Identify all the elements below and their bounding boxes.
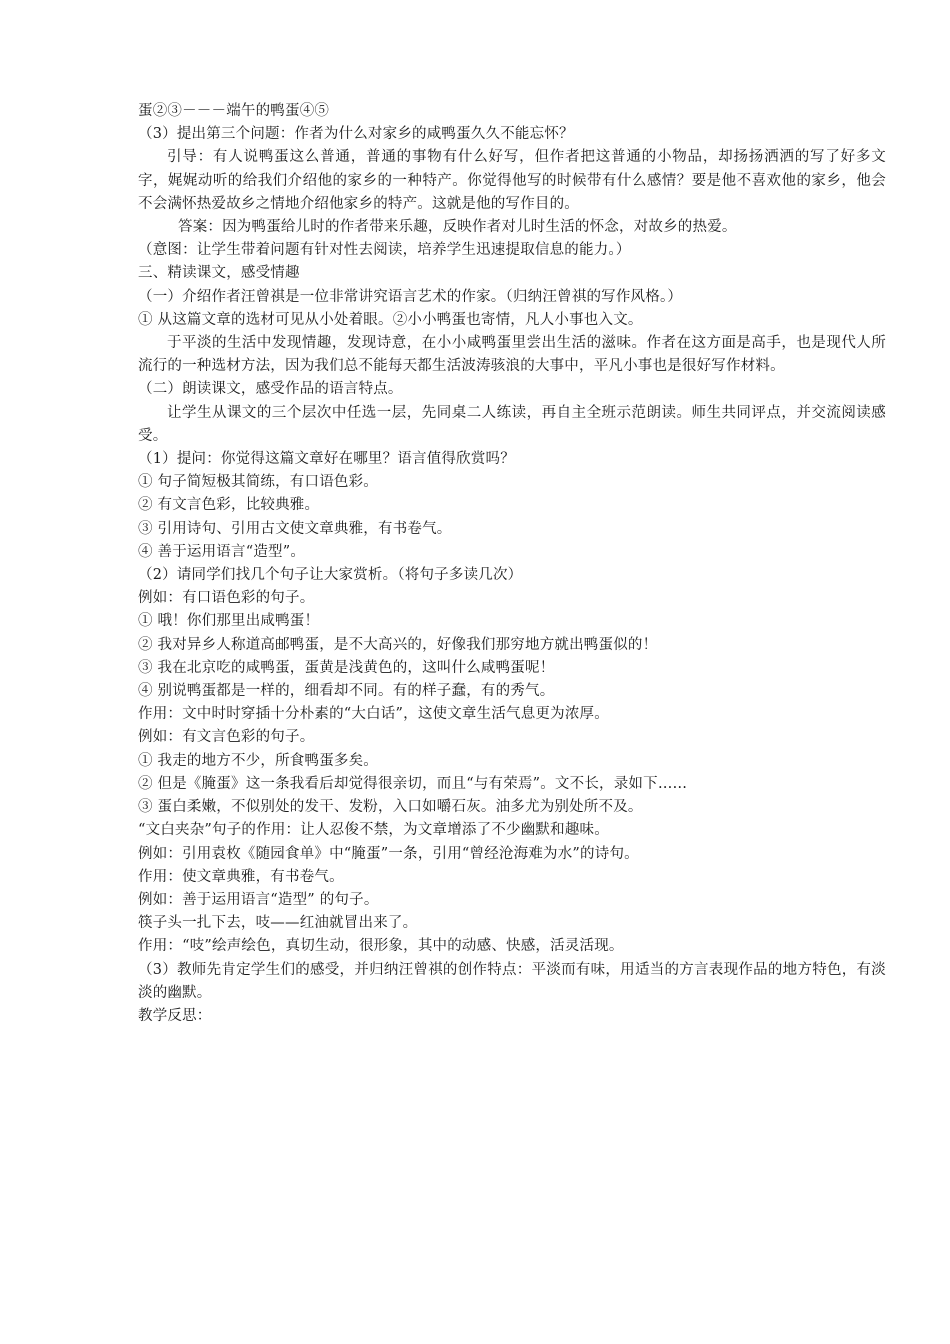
- example-heading: 例如：善于运用语言“造型” 的句子。: [138, 891, 379, 908]
- subsection-two-heading: （二）朗读课文，感受作品的语言特点。: [138, 381, 403, 398]
- list-item: ④ 善于运用语言“造型”。: [138, 543, 306, 560]
- summary-paragraph: （3）教师先肯定学生们的感受，并归纳汪曾祺的创作特点：平淡而有味，用适当的方言表现作品的地方特色，有淡淡的幽默。: [138, 961, 886, 1001]
- intent-line: （意图：让学生带着问题有针对性去阅读，培养学生迅速提取信息的能力。）: [138, 242, 631, 259]
- example-heading: 例如：有口语色彩的句子。: [138, 590, 315, 607]
- guidance-paragraph: 引导：有人说鸭蛋这么普通，普通的事物有什么好写，但作者把这普通的小物品，却扬扬洒洒的写了好多文字，娓娓动听的给我们介绍他的家乡的一种特产。你觉得他写的时候带有什么感情？要是他不喜欢他的家乡，他会不会满怀热爱故乡之情地介绍他家乡的特产。这就是他的写作目的。: [138, 149, 886, 212]
- list-item: ③ 蛋白柔嫩，不似别处的发干、发粉，入口如嚼石灰。油多尤为别处所不及。: [138, 799, 643, 816]
- list-item: ① 哦！你们那里出咸鸭蛋！: [138, 613, 320, 630]
- text-line: 筷子头一扎下去，吱——红油就冒出来了。: [138, 915, 418, 932]
- effect-line: “文白夹杂”句子的作用：让人忍俊不禁，为文章增添了不少幽默和趣味。: [138, 822, 609, 839]
- section-heading: 三、精读课文，感受情趣: [138, 265, 300, 282]
- body-paragraph: 让学生从课文的三个层次中任选一层，先同桌二人练读，再自主全班示范朗读。师生共同评点，并交流阅读感受。: [138, 404, 886, 444]
- effect-line: 作用：文中时时穿插十分朴素的“大白话”，这使文章生活气息更为浓厚。: [138, 706, 609, 723]
- list-item: ② 有文言色彩，比较典雅。: [138, 497, 320, 514]
- list-item: ② 我对异乡人称道高邮鸭蛋，是不大高兴的，好像我们那穷地方就出鸭蛋似的！: [138, 636, 658, 653]
- reflection-label: 教学反思：: [138, 1007, 212, 1024]
- list-item: ① 句子简短极其简练，有口语色彩。: [138, 474, 379, 491]
- list-item: ③ 引用诗句、引用古文使文章典雅，有书卷气。: [138, 520, 452, 537]
- example-heading: 例如：引用袁枚《随园食单》中“腌蛋”一条，引用“曾经沧海难为水”的诗句。: [138, 845, 639, 862]
- list-item: ② 但是《腌蛋》这一条我看后却觉得很亲切，而且“与有荣焉”。文不长，录如下……: [138, 775, 688, 792]
- answer-line: 答案：因为鸭蛋给儿时的作者带来乐趣，反映作者对儿时生活的怀念，对故乡的热爱。: [178, 219, 737, 236]
- list-item: ① 我走的地方不少，所食鸭蛋多矣。: [138, 752, 379, 769]
- text-line: （1）提问：你觉得这篇文章好在哪里？语言值得欣赏吗？: [138, 451, 515, 468]
- effect-line: 作用：“吱”绘声绘色，真切生动，很形象，其中的动感、快感，活灵活现。: [138, 938, 624, 955]
- body-paragraph: 于平淡的生活中发现情趣，发现诗意，在小小咸鸭蛋里尝出生活的滋味。作者在这方面是高手，也是现代人所流行的一种选材方法，因为我们总不能每天都生活波涛骇浪的大事中，平凡小事也是很好写作材料。: [138, 335, 886, 375]
- text-line: ① 从这篇文章的选材可见从小处着眼。②小小鸭蛋也寄情，凡人小事也入文。: [138, 311, 643, 328]
- text-line: 蛋②③－－－端午的鸭蛋④⑤: [138, 103, 330, 119]
- question-three: （3）提出第三个问题：作者为什么对家乡的咸鸭蛋久久不能忘怀？: [138, 126, 574, 143]
- list-item: ③ 我在北京吃的咸鸭蛋，蛋黄是浅黄色的，这叫什么咸鸭蛋呢！: [138, 659, 555, 676]
- effect-line: 作用：使文章典雅，有书卷气。: [138, 868, 344, 885]
- subsection-one-heading: （一）介绍作者汪曾祺是一位非常讲究语言艺术的作家。（归纳汪曾祺的写作风格。）: [138, 288, 683, 305]
- text-line: （2）请同学们找几个句子让大家赏析。（将句子多读几次）: [138, 567, 523, 584]
- example-heading: 例如：有文言色彩的句子。: [138, 729, 315, 746]
- document-body: [138, 100, 886, 1028]
- list-item: ④ 别说鸭蛋都是一样的，细看却不同。有的样子蠢，有的秀气。: [138, 683, 555, 700]
